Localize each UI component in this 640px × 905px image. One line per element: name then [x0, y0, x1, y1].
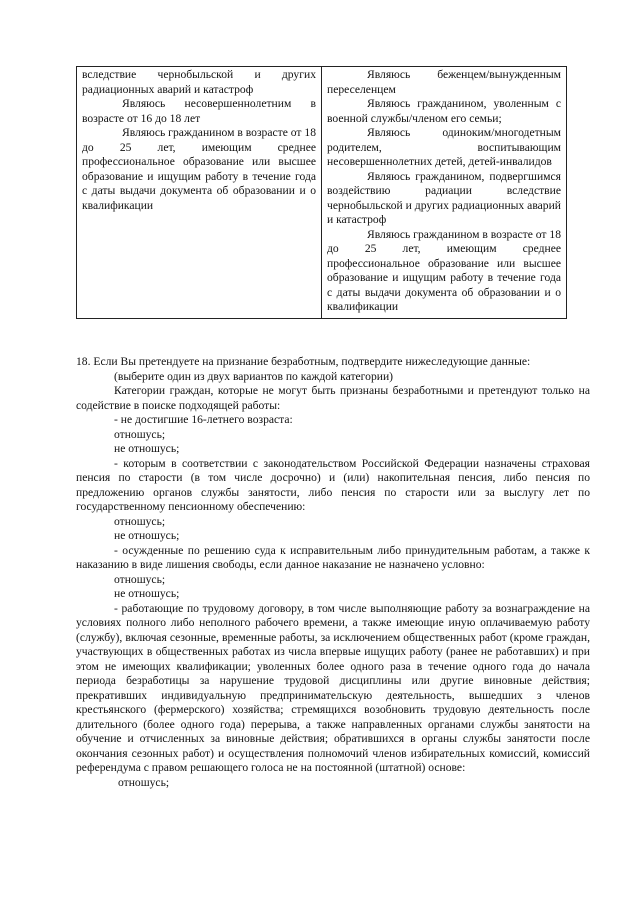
- category-table: [76, 66, 567, 319]
- option-yes-convicted[interactable]: отношусь;: [114, 572, 166, 586]
- table-row: [77, 67, 567, 319]
- right-item-refugee: Являюсь беженцем/вынужденным переселенцем: [327, 68, 561, 96]
- right-column-cell: [322, 67, 567, 319]
- option-no-under-16[interactable]: не отношусь;: [114, 442, 180, 455]
- section-instruction: (выберите один из двух вариантов по каждой категории): [114, 369, 394, 383]
- option-yes-under-16[interactable]: отношусь;: [114, 427, 166, 441]
- right-item-military: Являюсь гражданином, уволенным с военной службы/членом его семьи;: [327, 97, 561, 125]
- category-employed: - работающие по трудовому договору, в том числе выполняющие работу за вознаграждение на условиях полного либо неполного рабочего времени, а также имеющие иную оплачиваемую работу (службу), включая сезонные, временные работы, за исключением общественных работ (кроме граждан, участвующих в общественных работах из числа впервые ищущих работу (ранее не работавших) и при этом не имеющих квалификации; уволенных более одного раза в течение одного года до начала периода безработицы за нарушение трудовой дисциплины или другие виновные действия; прекративших индивидуальную предпринимательскую деятельность, вышедших з членов крестьянского (фермерского) хозяйства; стремящихся возобновить трудовую деятельность после длительного (более одного года) перерыва, а также направленных органами службы занятости на обучение и отчисленных за виновные действия; обратившихся в органы службы занятости после окончания сезонных работ) и осуществления полномочий членов избирательных комиссий, комиссий референдума с правом решающего голоса не на постоянной (штатной) основе:: [76, 601, 590, 774]
- option-yes-pensioners[interactable]: отношусь;: [114, 514, 166, 528]
- category-convicted: - осужденные по решению суда к исправительным либо принудительным работам, а также к наказанию в виде лишения свободы, если данное наказание не назначено условно:: [76, 543, 590, 571]
- option-no-pensioners[interactable]: не отношусь;: [114, 529, 180, 542]
- left-item-chernobyl-tail: вследствие чернобыльской и других радиационных аварий и катастроф: [82, 68, 316, 96]
- right-item-radiation: Являюсь гражданином, подвергшимся воздействию радиации вследствие чернобыльской и других радиационных аварий и катастроф: [327, 169, 561, 226]
- section-18: [76, 355, 590, 790]
- option-no-convicted[interactable]: не отношусь;: [114, 587, 180, 600]
- left-column-cell: [77, 67, 322, 319]
- right-item-single-parent: Являюсь одиноким/многодетным родителем, воспитывающим несовершеннолетних детей, детей-инвалидов: [327, 126, 561, 168]
- category-under-16: - не достигшие 16-летнего возраста:: [114, 413, 293, 426]
- section-intro: Категории граждан, которые не могут быть признаны безработными и претендуют только на содействие в поиске подходящей работы:: [76, 384, 590, 412]
- right-item-young-graduate: Являюсь гражданином в возрасте от 18 до 25 лет, имеющим среднее профессиональное образование или высшее образование и ищущим работу в течение года с даты выдачи документа об образовании и о квалификации: [327, 227, 561, 313]
- section-heading: 18. Если Вы претендуете на признание безработным, подтвердите нижеследующие данные:: [76, 355, 531, 368]
- category-pensioners: - которым в соответствии с законодательством Российской Федерации назначены страховая пенсия по старости (в том числе досрочно) и (или) накопительная пенсия, либо пенсия по предложению органов службы занятости, либо пенсия по старости или за выслугу лет по государственному пенсионному обеспечению:: [76, 456, 590, 513]
- left-item-minor: Являюсь несовершеннолетним в возрасте от 16 до 18 лет: [82, 97, 316, 125]
- left-item-young-graduate: Являюсь гражданином в возрасте от 18 до 25 лет, имеющим среднее профессиональное образование или высшее образование и ищущим работу в течение года с даты выдачи документа об образовании и о квалификации: [82, 126, 316, 212]
- option-yes-employed[interactable]: отношусь;: [118, 775, 170, 789]
